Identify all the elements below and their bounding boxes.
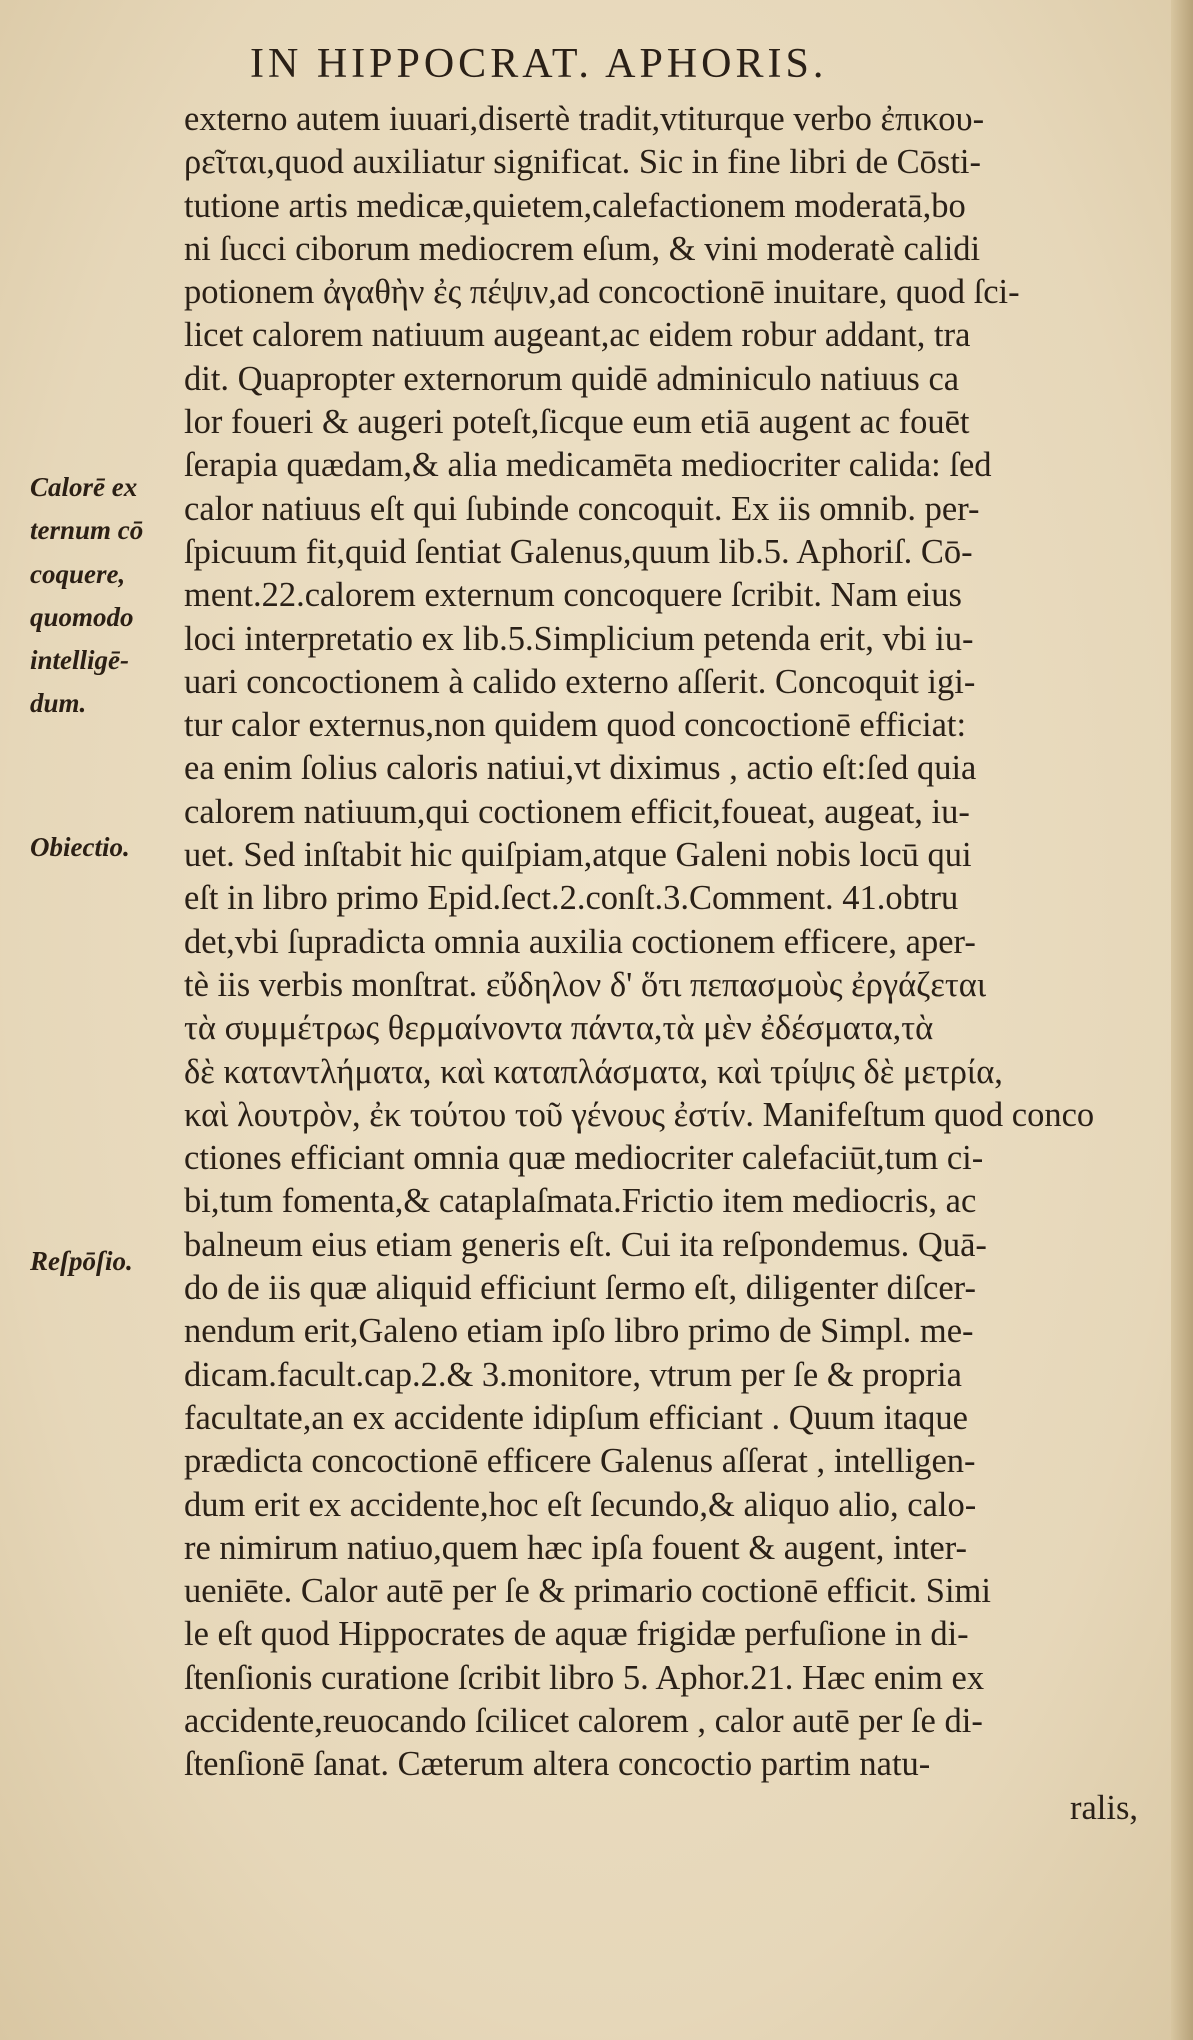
text-line: re nimirum natiuo,quem hæc ipſa fouent & augent, inter- [184,1528,968,1567]
text-line: externo autem iuuari,disertè tradit,vtiturque verbo ἐπικου- [184,100,985,138]
margin-line: Reſpōſio. [30,1246,133,1276]
text-line: eſt in libro primo Epid.ſect.2.conſt.3.Comment. 41.obtru [184,879,959,918]
text-line: potionem ἀγαθὴν ἐς πέψιν,ad concoctionē inuitare, quod ſci- [184,273,1020,312]
margin-line: dum. [30,688,87,719]
margin-line: Calorē ex [30,472,138,502]
text-line: balneum eius etiam generis eſt. Cui ita reſpondemus. Quā- [184,1225,987,1264]
margin-line: Obiectio. [30,832,130,862]
text-line: det,vbi ſupradicta omnia auxilia coctionem efficere, aper- [184,922,976,961]
text-line: dit. Quapropter externorum quidē adminiculo natiuus ca [184,359,960,398]
text-line: uet. Sed inſtabit hic quiſpiam,atque Galeni nobis locū qui [184,836,972,875]
text-line: ſpicuum fit,quid ſentiat Galenus,quum lib.5. Aphoriſ. Cō- [184,532,973,571]
text-line: ſerapia quædam,& alia medicamēta mediocriter calida: ſed [184,446,992,485]
text-line: καὶ λουτρὸν, ἐκ τούτου τοῦ γένους ἐστίν. Manifeſtum quod conco [184,1095,1095,1134]
margin-line: ternum cō [30,515,144,546]
page-spine-shadow [1171,0,1193,2040]
margin-line: quomodo [30,601,134,632]
text-line: nendum erit,Galeno etiam ipſo libro primo de Simpl. me- [184,1312,974,1351]
margin-note-responsio [30,1240,180,1283]
text-line: licet calorem natiuum augeant,ac eidem robur addant, tra [184,316,971,355]
text-line: facultate,an ex accidente idipſum efficiant . Quum itaque [184,1398,968,1437]
text-line: loci interpretatio ex lib.5.Simplicium petenda erit, vbi iu- [184,619,974,658]
text-line: ſtenſionis curatione ſcribit libro 5. Aphor.21. Hæc enim ex [184,1658,985,1697]
text-line: uari concoctionem à calido externo aſſerit. Concoquit igi- [184,662,976,701]
text-line: calor natiuus eſt qui ſubinde concoquit. Ex iis omnib. per- [184,489,980,528]
text-line: dum erit ex accidente,hoc eſt ſecundo,& aliquo alio, calo- [184,1485,977,1524]
text-line: δὲ καταντλήματα, καὶ καταπλάσματα, καὶ τρίψις δὲ μετρία, [184,1052,1003,1091]
text-line: ſtenſionē ſanat. Cæterum altera concoctio partim natu- [184,1745,931,1784]
text-line: dicam.facult.cap.2.& 3.monitore, vtrum per ſe & propria [184,1355,962,1394]
margin-note-calore [30,466,180,726]
body-text [184,98,1144,1830]
text-line: tutione artis medicæ,quietem,calefactionem moderatā,bo [184,186,966,225]
text-line: calorem natiuum,qui coctionem efficit,foueat, augeat, iu- [184,792,970,831]
text-line: ρεῖται,quod auxiliatur significat. Sic in fine libri de Cōsti- [184,143,982,182]
text-line: bi,tum fomenta,& cataplaſmata.Frictio item mediocris, ac [184,1182,977,1221]
text-line: ment.22.calorem externum concoquere ſcribit. Nam eius [184,576,962,615]
catchword: ralis, [1069,1788,1138,1827]
text-line: lor foueri & augeri poteſt,ſicque eum etiā augent ac fouēt [184,403,970,442]
text-line: tur calor externus,non quidem quod concoctionē efficiat: [184,706,967,745]
margin-note-obiectio [30,826,180,869]
text-line: do de iis quæ aliquid efficiunt ſermo eſt, diligenter diſcer- [184,1269,976,1308]
text-line: ueniēte. Calor autē per ſe & primario coctionē efficit. Simi [184,1572,991,1611]
text-line: tè iis verbis monſtrat. εὔδηλον δ' ὅτι πεπασμοὺς ἐργάζεται [184,965,987,1004]
text-line: ctiones efficiant omnia quæ mediocriter calefaciūt,tum ci- [184,1139,984,1178]
text-line: τὰ συμμέτρως θερμαίνοντα πάντα,τὰ μὲν ἐδέσματα,τὰ [184,1009,934,1048]
margin-line: coquere, [30,558,126,589]
text-line: accidente,reuocando ſcilicet calorem , calor autē per ſe di- [184,1701,983,1740]
text-line: prædicta concoctionē efficere Galenus aſſerat , intelligen- [184,1442,976,1481]
margin-line: intelligē- [30,645,129,676]
running-header: IN HIPPOCRAT. APHORIS. [250,41,828,87]
text-line: ea enim ſolius caloris natiui,vt diximus , actio eſt:ſed quia [184,749,977,788]
text-line: le eſt quod Hippocrates de aquæ frigidæ perfuſione in di- [184,1615,969,1654]
text-line: ni ſucci ciborum mediocrem eſum, & vini moderatè calidi [184,229,981,268]
